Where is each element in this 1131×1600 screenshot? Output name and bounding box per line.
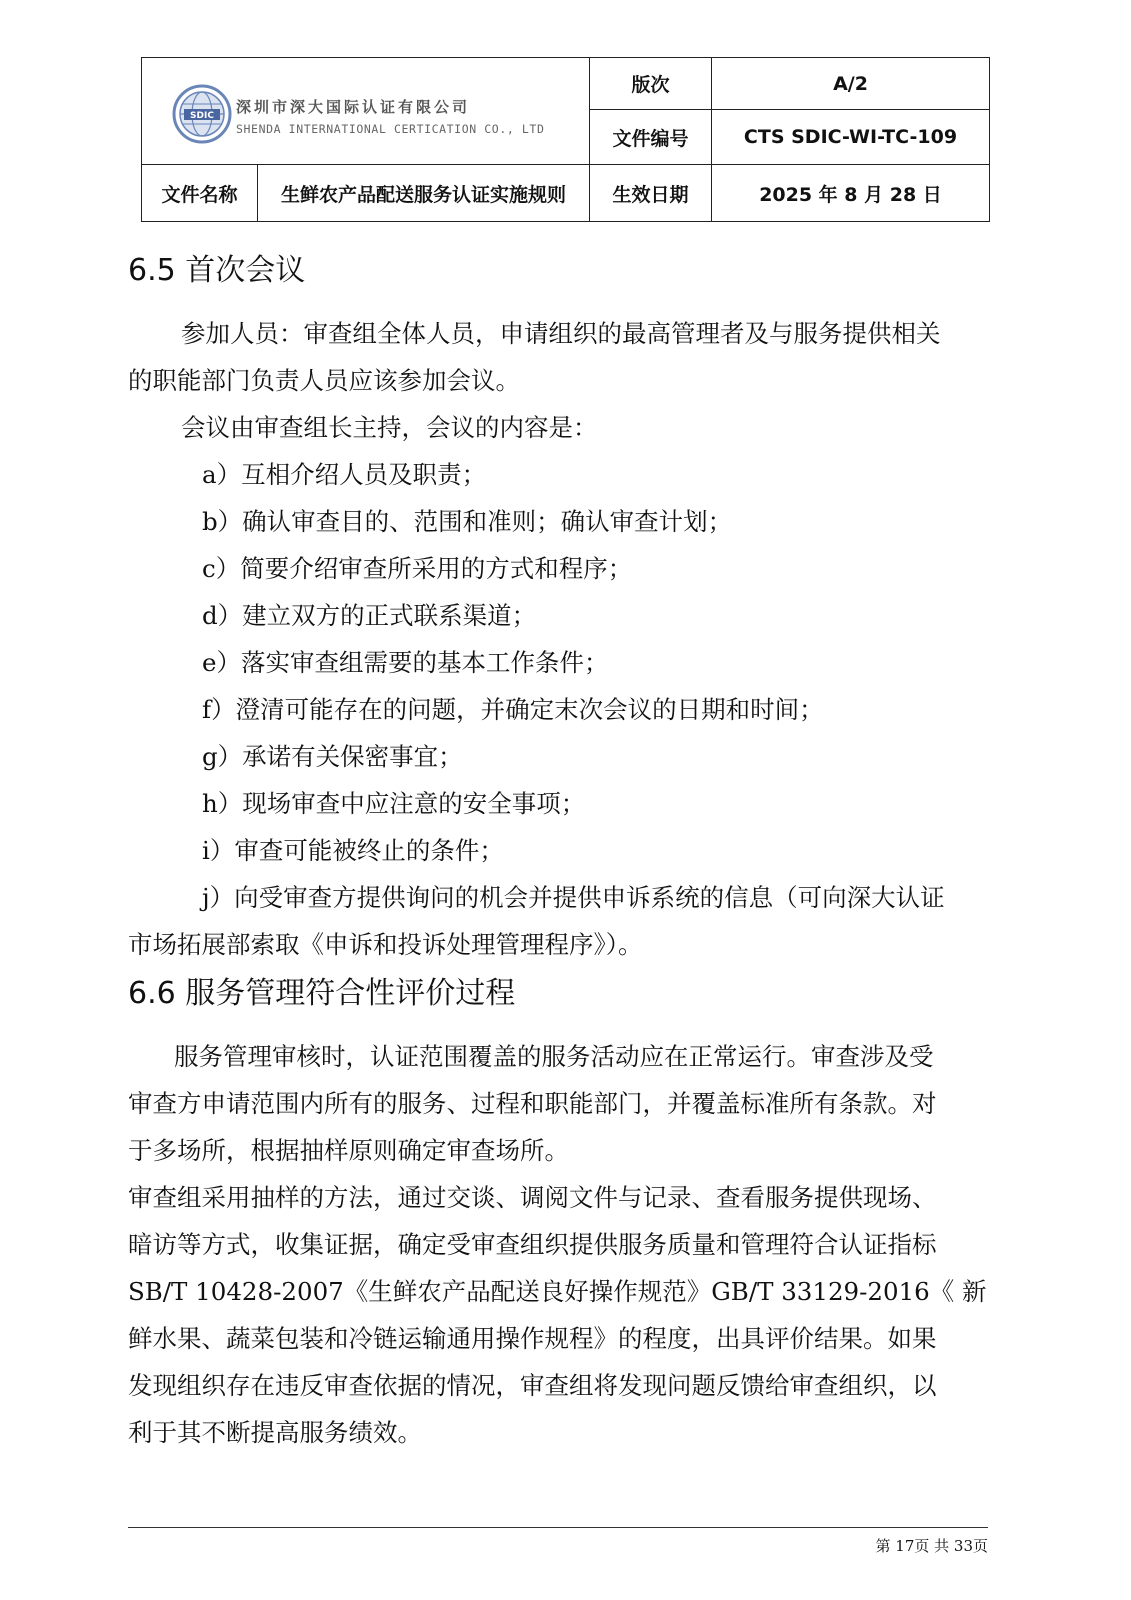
list-item: c）简要介绍审查所采用的方式和程序； [202, 554, 633, 583]
effective-date-value: 2025 年 8 月 28 日 [712, 165, 990, 222]
paragraph-line: 于多场所，根据抽样原则确定审查场所。 [128, 1136, 569, 1165]
paragraph-line: 审查组采用抽样的方法，通过交谈、调阅文件与记录、查看服务提供现场、 [128, 1183, 937, 1212]
paragraph-line: 会议由审查组长主持，会议的内容是： [181, 413, 598, 442]
globe-logo-icon [172, 82, 232, 146]
paragraph-line: 参加人员：审查组全体人员，申请组织的最高管理者及与服务提供相关 [181, 319, 941, 348]
list-item: d）建立双方的正式联系渠道； [202, 601, 537, 630]
doc-number-label: 文件编号 [590, 110, 712, 165]
list-item: e）落实审查组需要的基本工作条件； [202, 648, 609, 677]
svg-text:SDIC: SDIC [190, 111, 214, 121]
company-name-cn: 深圳市深大国际认证有限公司 [236, 98, 471, 116]
paragraph-line: 发现组织存在违反审查依据的情况，审查组将发现问题反馈给审查组织，以 [128, 1371, 937, 1400]
document-header-table [141, 57, 990, 222]
paragraph-line: 审查方申请范围内所有的服务、过程和职能部门，并覆盖标准所有条款。对 [128, 1089, 937, 1118]
version-label: 版次 [590, 58, 712, 110]
paragraph-line: 利于其不断提高服务绩效。 [128, 1418, 422, 1447]
doc-name-value: 生鲜农产品配送服务认证实施规则 [258, 165, 590, 222]
company-logo [172, 82, 572, 152]
section-heading-6-5: 6.5 首次会议 [128, 253, 306, 288]
list-item: a）互相介绍人员及职责； [202, 460, 487, 489]
doc-number-value: CTS SDIC-WI-TC-109 [712, 110, 990, 165]
paragraph-line: 暗访等方式，收集证据，确定受审查组织提供服务质量和管理符合认证指标 [128, 1230, 937, 1259]
list-item: j）向受审查方提供询问的机会并提供申诉系统的信息（可向深大认证 [202, 883, 945, 912]
company-logo-cell [142, 58, 590, 165]
version-value: A/2 [712, 58, 990, 110]
page-number: 第 17页 共 33页 [875, 1537, 988, 1555]
list-item: 市场拓展部索取《申诉和投诉处理管理程序》）。 [128, 930, 643, 959]
footer-divider [128, 1527, 988, 1528]
paragraph-line: 鲜水果、蔬菜包装和冷链运输通用操作规程》的程度，出具评价结果。如果 [128, 1324, 937, 1353]
doc-name-label: 文件名称 [142, 165, 258, 222]
section-heading-6-6: 6.6 服务管理符合性评价过程 [128, 976, 516, 1011]
paragraph-line: SB/T 10428-2007《生鲜农产品配送良好操作规范》GB/T 33129-2016《 新 [128, 1277, 987, 1306]
list-item: h）现场审查中应注意的安全事项； [202, 789, 586, 818]
effective-date-label: 生效日期 [590, 165, 712, 222]
company-name-en: SHENDA INTERNATIONAL CERTICATION CO., LTD [236, 122, 545, 136]
list-item: i）审查可能被终止的条件； [202, 836, 504, 865]
list-item: b）确认审查目的、范围和准则；确认审查计划； [202, 507, 733, 536]
list-item: g）承诺有关保密事宜； [202, 742, 463, 771]
paragraph-line: 服务管理审核时，认证范围覆盖的服务活动应在正常运行。审查涉及受 [174, 1042, 934, 1071]
list-item: f）澄清可能存在的问题，并确定末次会议的日期和时间； [202, 695, 824, 724]
paragraph-line: 的职能部门负责人员应该参加会议。 [128, 366, 520, 395]
